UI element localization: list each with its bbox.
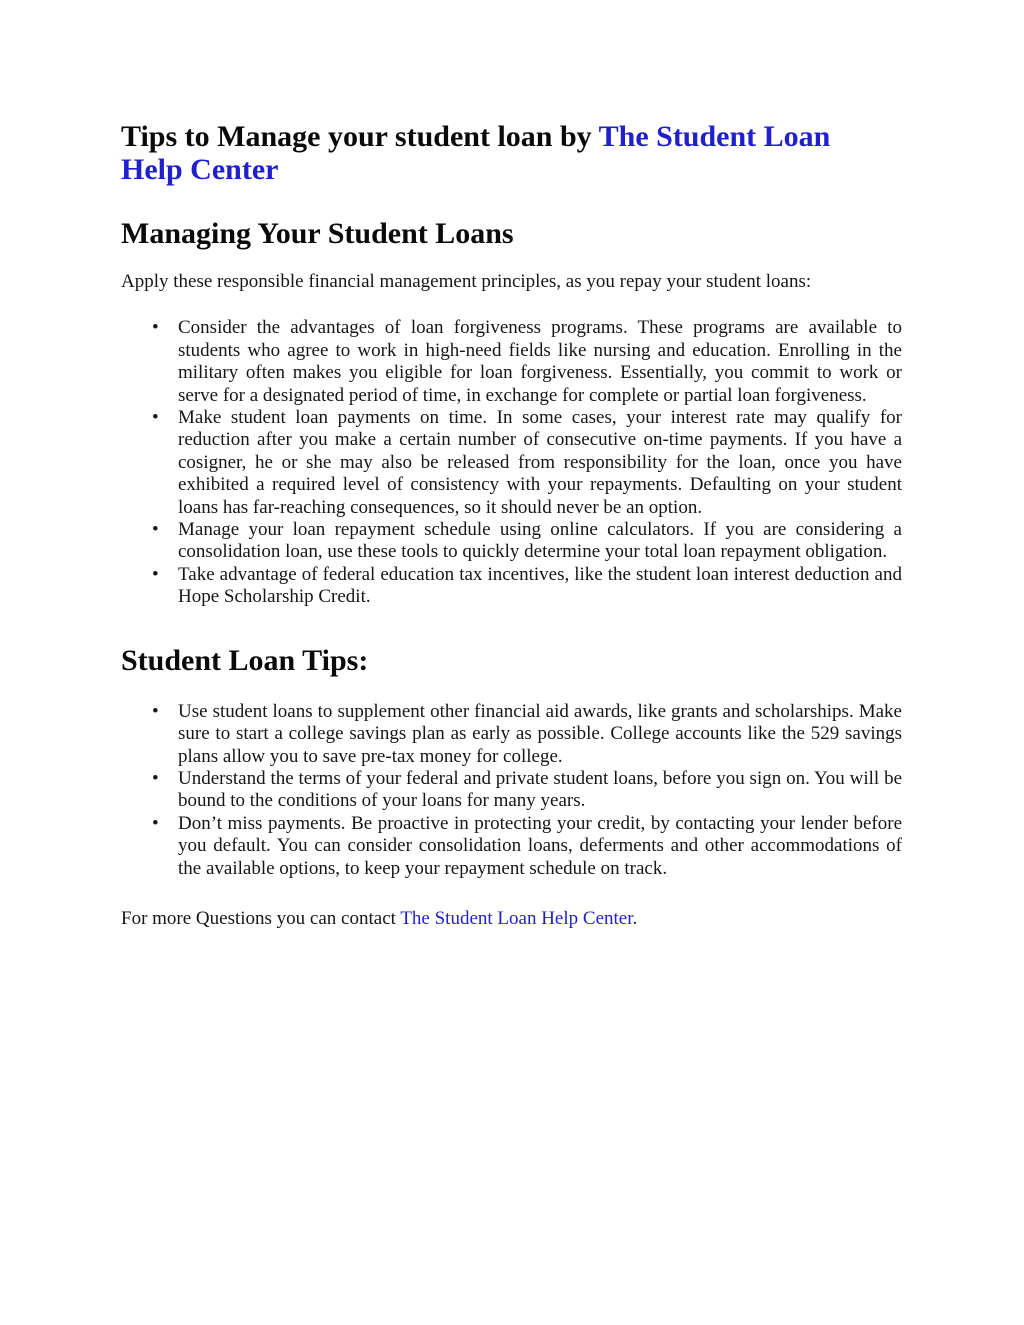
student-loan-tips-list: [121, 701, 902, 880]
bullet-icon: •: [152, 767, 159, 789]
bullet-icon: •: [152, 519, 159, 541]
bullet-icon: •: [152, 317, 159, 339]
contact-line-period: .: [632, 907, 638, 929]
title-link[interactable]: The Student Loan Help Center: [121, 120, 831, 186]
contact-line-text: For more Questions you can contact: [121, 907, 401, 929]
list-item-text: Don’t miss payments. Be proactive in protecting your credit, by contacting your lender before you default. You can consider consolidation loans, deferments and other accommodations of the available options, to keep your repayment schedule on track.: [178, 812, 902, 879]
page-title-text: Tips to Manage your student loan by: [121, 120, 599, 153]
page-title: [121, 120, 871, 186]
list-item-text: Consider the advantages of loan forgiveness programs. These programs are available to students who agree to work in high-need fields like nursing and education. Enrolling in the military often makes you eligible for loan forgiveness. Essentially, you commit to work or serve for a designated period of time, in exchange for complete or partial loan forgiveness.: [178, 317, 902, 406]
list-item-text: Understand the terms of your federal and private student loans, before you sign on. You will be bound to the conditions of your loans for many years.: [178, 767, 902, 812]
contact-link[interactable]: The Student Loan Help Center: [400, 907, 633, 929]
bullet-icon: •: [152, 812, 159, 834]
contact-line: [121, 908, 902, 930]
bullet-icon: •: [152, 407, 159, 429]
list-item: [121, 564, 902, 609]
list-item: [121, 701, 902, 768]
list-item-text: Manage your loan repayment schedule using online calculators. If you are considering a consolidation loan, use these tools to quickly determine your total loan repayment obligation.: [178, 519, 902, 563]
heading-managing-your-student-loans: Managing Your Student Loans: [121, 217, 514, 250]
list-item-text: Make student loan payments on time. In some cases, your interest rate may qualify for reduction after you make a certain number of consecutive on-time payments. If you have a cosigner, he or she may also be released from responsibility for the loan, once you have exhibited a required level of consistency with your repayments. Defaulting on your student loans has far-reaching consequences, so it should never be an option.: [178, 407, 902, 518]
list-item-text: Take advantage of federal education tax incentives, like the student loan interest deduction and Hope Scholarship Credit.: [178, 563, 902, 608]
bullet-icon: •: [152, 563, 159, 585]
intro-paragraph: Apply these responsible financial management principles, as you repay your student loans:: [121, 271, 812, 292]
list-item: [121, 768, 902, 813]
management-principles-list: [121, 317, 902, 608]
list-item: [121, 519, 902, 564]
bullet-icon: •: [152, 700, 159, 722]
list-item: [121, 317, 902, 407]
heading-student-loan-tips: Student Loan Tips:: [121, 643, 369, 677]
list-item-text: Use student loans to supplement other financial aid awards, like grants and scholarships. Make sure to start a college savings plan as early as possible. College accounts like the 529 savings plans allow you to save pre-tax money for college.: [178, 700, 902, 767]
list-item: [121, 407, 902, 519]
list-item: [121, 813, 902, 880]
